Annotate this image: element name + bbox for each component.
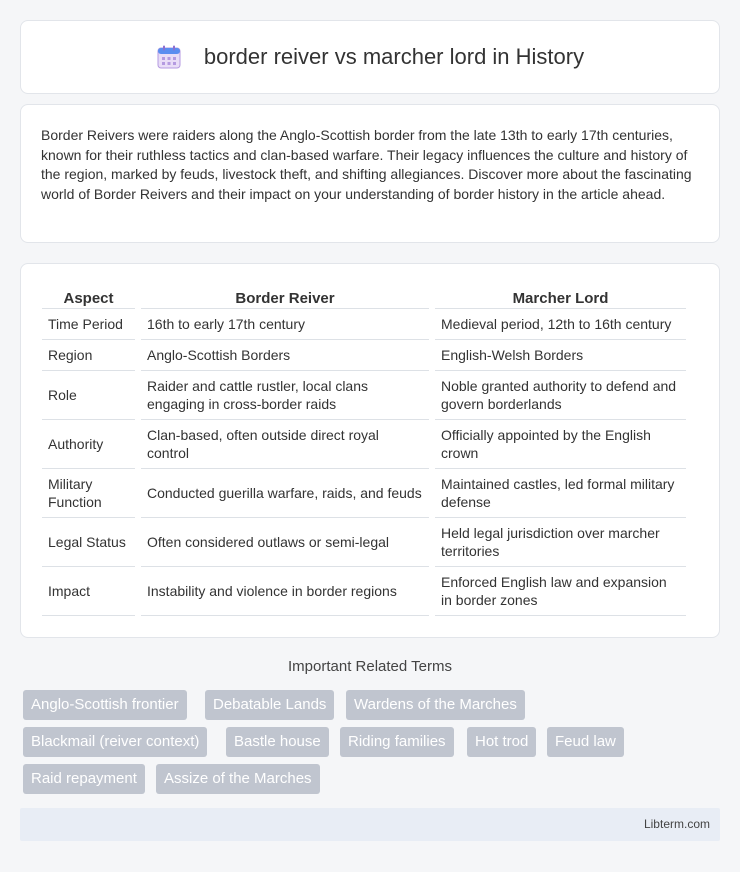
cell-marcher-lord: Enforced English law and expansion in border zones [435, 567, 686, 616]
cell-border-reiver: Often considered outlaws or semi-legal [141, 518, 429, 567]
tag-bastle-house[interactable]: Bastle house [226, 727, 329, 757]
tag-raid-repayment[interactable]: Raid repayment [23, 764, 145, 794]
cell-marcher-lord: Officially appointed by the English crown [435, 420, 686, 469]
cell-border-reiver: Raider and cattle rustler, local clans engaging in cross-border raids [141, 371, 429, 420]
table-row [42, 469, 686, 518]
table-row [42, 420, 686, 469]
cell-marcher-lord: Held legal jurisdiction over marcher territories [435, 518, 686, 567]
intro-text: Border Reivers were raiders along the Anglo-Scottish border from the late 13th to early 17th centuries, known for their ruthless tactics and clan-based warfare. Their legacy influences the culture and history of the region, marked by feuds, livestock theft, and shifting allegiances. Discover more about the fascinating world of Border Reivers and their impact on your understanding of border history in the article ahead. [41, 127, 692, 202]
comparison-card [20, 263, 720, 638]
cell-aspect: Time Period [42, 309, 135, 340]
header-marcher-lord: Marcher Lord [435, 284, 686, 309]
tag-wardens-of-the-marches[interactable]: Wardens of the Marches [346, 690, 525, 720]
tag-assize-of-the-marches[interactable]: Assize of the Marches [156, 764, 320, 794]
footer-site-link[interactable]: Libterm.com [643, 817, 710, 831]
cell-border-reiver: Instability and violence in border regions [141, 567, 429, 616]
cell-border-reiver: 16th to early 17th century [141, 309, 429, 340]
cell-aspect: Authority [42, 420, 135, 469]
page-title: border reiver vs marcher lord in History [203, 44, 585, 69]
tag-blackmail[interactable]: Blackmail (reiver context) [23, 727, 207, 757]
table-header-row [42, 284, 686, 309]
tag-anglo-scottish-frontier[interactable]: Anglo-Scottish frontier [23, 690, 187, 720]
related-terms-title: Important Related Terms [288, 658, 452, 675]
cell-border-reiver: Clan-based, often outside direct royal control [141, 420, 429, 469]
header-card [20, 20, 720, 94]
cell-aspect: Region [42, 340, 135, 371]
table-row [42, 340, 686, 371]
table-row [42, 371, 686, 420]
cell-marcher-lord: English-Welsh Borders [435, 340, 686, 371]
cell-border-reiver: Conducted guerilla warfare, raids, and feuds [141, 469, 429, 518]
header-aspect: Aspect [42, 284, 135, 309]
footer [20, 808, 720, 841]
tag-feud-law[interactable]: Feud law [547, 727, 624, 757]
comparison-table [36, 284, 692, 616]
cell-aspect: Impact [42, 567, 135, 616]
cell-aspect: Legal Status [42, 518, 135, 567]
cell-marcher-lord: Noble granted authority to defend and govern borderlands [435, 371, 686, 420]
table-row [42, 309, 686, 340]
intro-card [20, 104, 720, 243]
calendar-icon [156, 44, 182, 70]
tag-debatable-lands[interactable]: Debatable Lands [205, 690, 334, 720]
tag-hot-trod[interactable]: Hot trod [467, 727, 536, 757]
cell-marcher-lord: Maintained castles, led formal military defense [435, 469, 686, 518]
tag-riding-families[interactable]: Riding families [340, 727, 454, 757]
cell-marcher-lord: Medieval period, 12th to 16th century [435, 309, 686, 340]
cell-border-reiver: Anglo-Scottish Borders [141, 340, 429, 371]
table-row [42, 567, 686, 616]
header-border-reiver: Border Reiver [141, 284, 429, 309]
cell-aspect: Role [42, 371, 135, 420]
table-row [42, 518, 686, 567]
cell-aspect: Military Function [42, 469, 135, 518]
